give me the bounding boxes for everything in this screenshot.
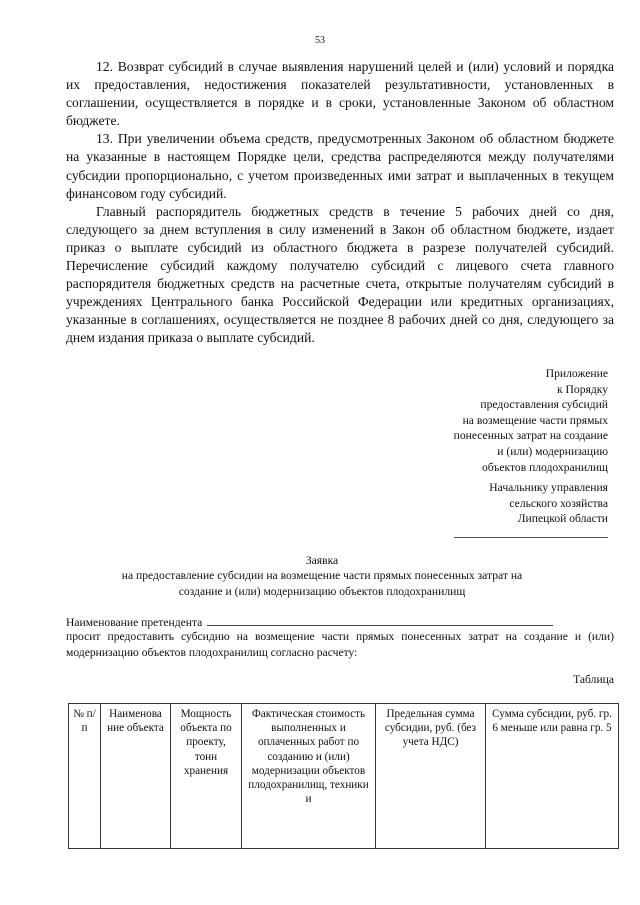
paragraph-payment: Главный распорядитель бюджетных средств в течение 5 рабочих дней со дня, следующего за днем вступления в силу изменений в Закон об областном бюджете, издает приказ о выплате субсидий из областного бюджета в разрезе получателей субсидий. Перечисление субсидий каждому получателю субсидий с лицевого счета главного распорядителя бюджетных средств на расчетные счета, открытые получателям субсидий в учреждениях Центрального банка Российской Федерации или кредитных организациях, указанные в соглашениях, осуществляется не позднее 8 рабочих дней со дня, следующего за днем издания приказа о выплате субсидий.	[66, 203, 614, 346]
table-header-cell: Сумма субсидии, руб. гр. 6 меньше или равна гр. 5	[486, 704, 619, 849]
appendix-line: и (или) модернизацию	[497, 444, 608, 458]
applicant-row	[66, 614, 553, 630]
applicant-label: Наименование претендента	[66, 616, 203, 629]
request-subtitle-line: создание и (или) модернизацию объектов плодохранилищ	[178, 584, 466, 598]
request-title: Заявка	[305, 554, 339, 567]
appendix-line: на возмещение части прямых	[462, 413, 608, 427]
addressee-line: Начальнику управления	[489, 481, 608, 494]
appendix-line: понесенных затрат на создание	[453, 429, 608, 443]
appendix-block	[368, 366, 608, 475]
subsidy-table-wrapper	[68, 703, 618, 849]
paragraph-12: 12. Возврат субсидий в случае выявления нарушений целей и (или) условий и порядка их предоставления, недостижения показателей результативности, установленных в соглашении, осуществляется в порядке и в сроки, установленные Законом об областном бюджете.	[66, 59, 614, 129]
table-header-cell: Фактическая стоимость выполненных и оплаченных работ по созданию и (или) модернизации объектов плодохранилищ, техники и	[242, 704, 376, 849]
page-number: 53	[315, 35, 325, 46]
table-header-cell: № п/п	[69, 704, 101, 849]
table-header-row	[69, 704, 619, 849]
subsidy-table	[68, 703, 619, 849]
table-header-cell: Наименова ние объекта	[101, 704, 171, 849]
addressee-block	[368, 480, 608, 527]
request-subtitle-line: на предоставление субсидии на возмещение части прямых понесенных затрат на	[121, 569, 523, 583]
appendix-line: Приложение	[545, 367, 608, 380]
addressee-line: сельского хозяйства	[509, 496, 608, 510]
table-header-cell: Предельная сумма субсидии, руб. (без учета НДС)	[376, 704, 486, 849]
signature-line	[454, 537, 608, 538]
request-title-block	[92, 553, 552, 599]
appendix-line: объектов плодохранилищ	[481, 460, 608, 474]
body-text	[66, 58, 614, 348]
table-caption: Таблица	[573, 673, 614, 686]
paragraph-13: 13. При увеличении объема средств, предусмотренных Законом об областном бюджете на указанные в настоящем Порядке цели, средства распределяются между получателями субсидии пропорционально, с учетом произведенных ими затрат и выплаченных в текущем финансовом году субсидий.	[66, 131, 614, 201]
appendix-line: к Порядку	[557, 382, 608, 396]
addressee-line: Липецкой области	[517, 512, 608, 526]
request-body: просит предоставить субсидию на возмещение части прямых понесенных затрат на создание и (или) модернизацию объектов плодохранилищ согласно расчету:	[66, 630, 614, 659]
applicant-name-field[interactable]	[207, 614, 553, 626]
table-header-cell: Мощность объекта по проекту, тонн хранения	[171, 704, 242, 849]
appendix-line: предоставления субсидий	[480, 398, 608, 412]
